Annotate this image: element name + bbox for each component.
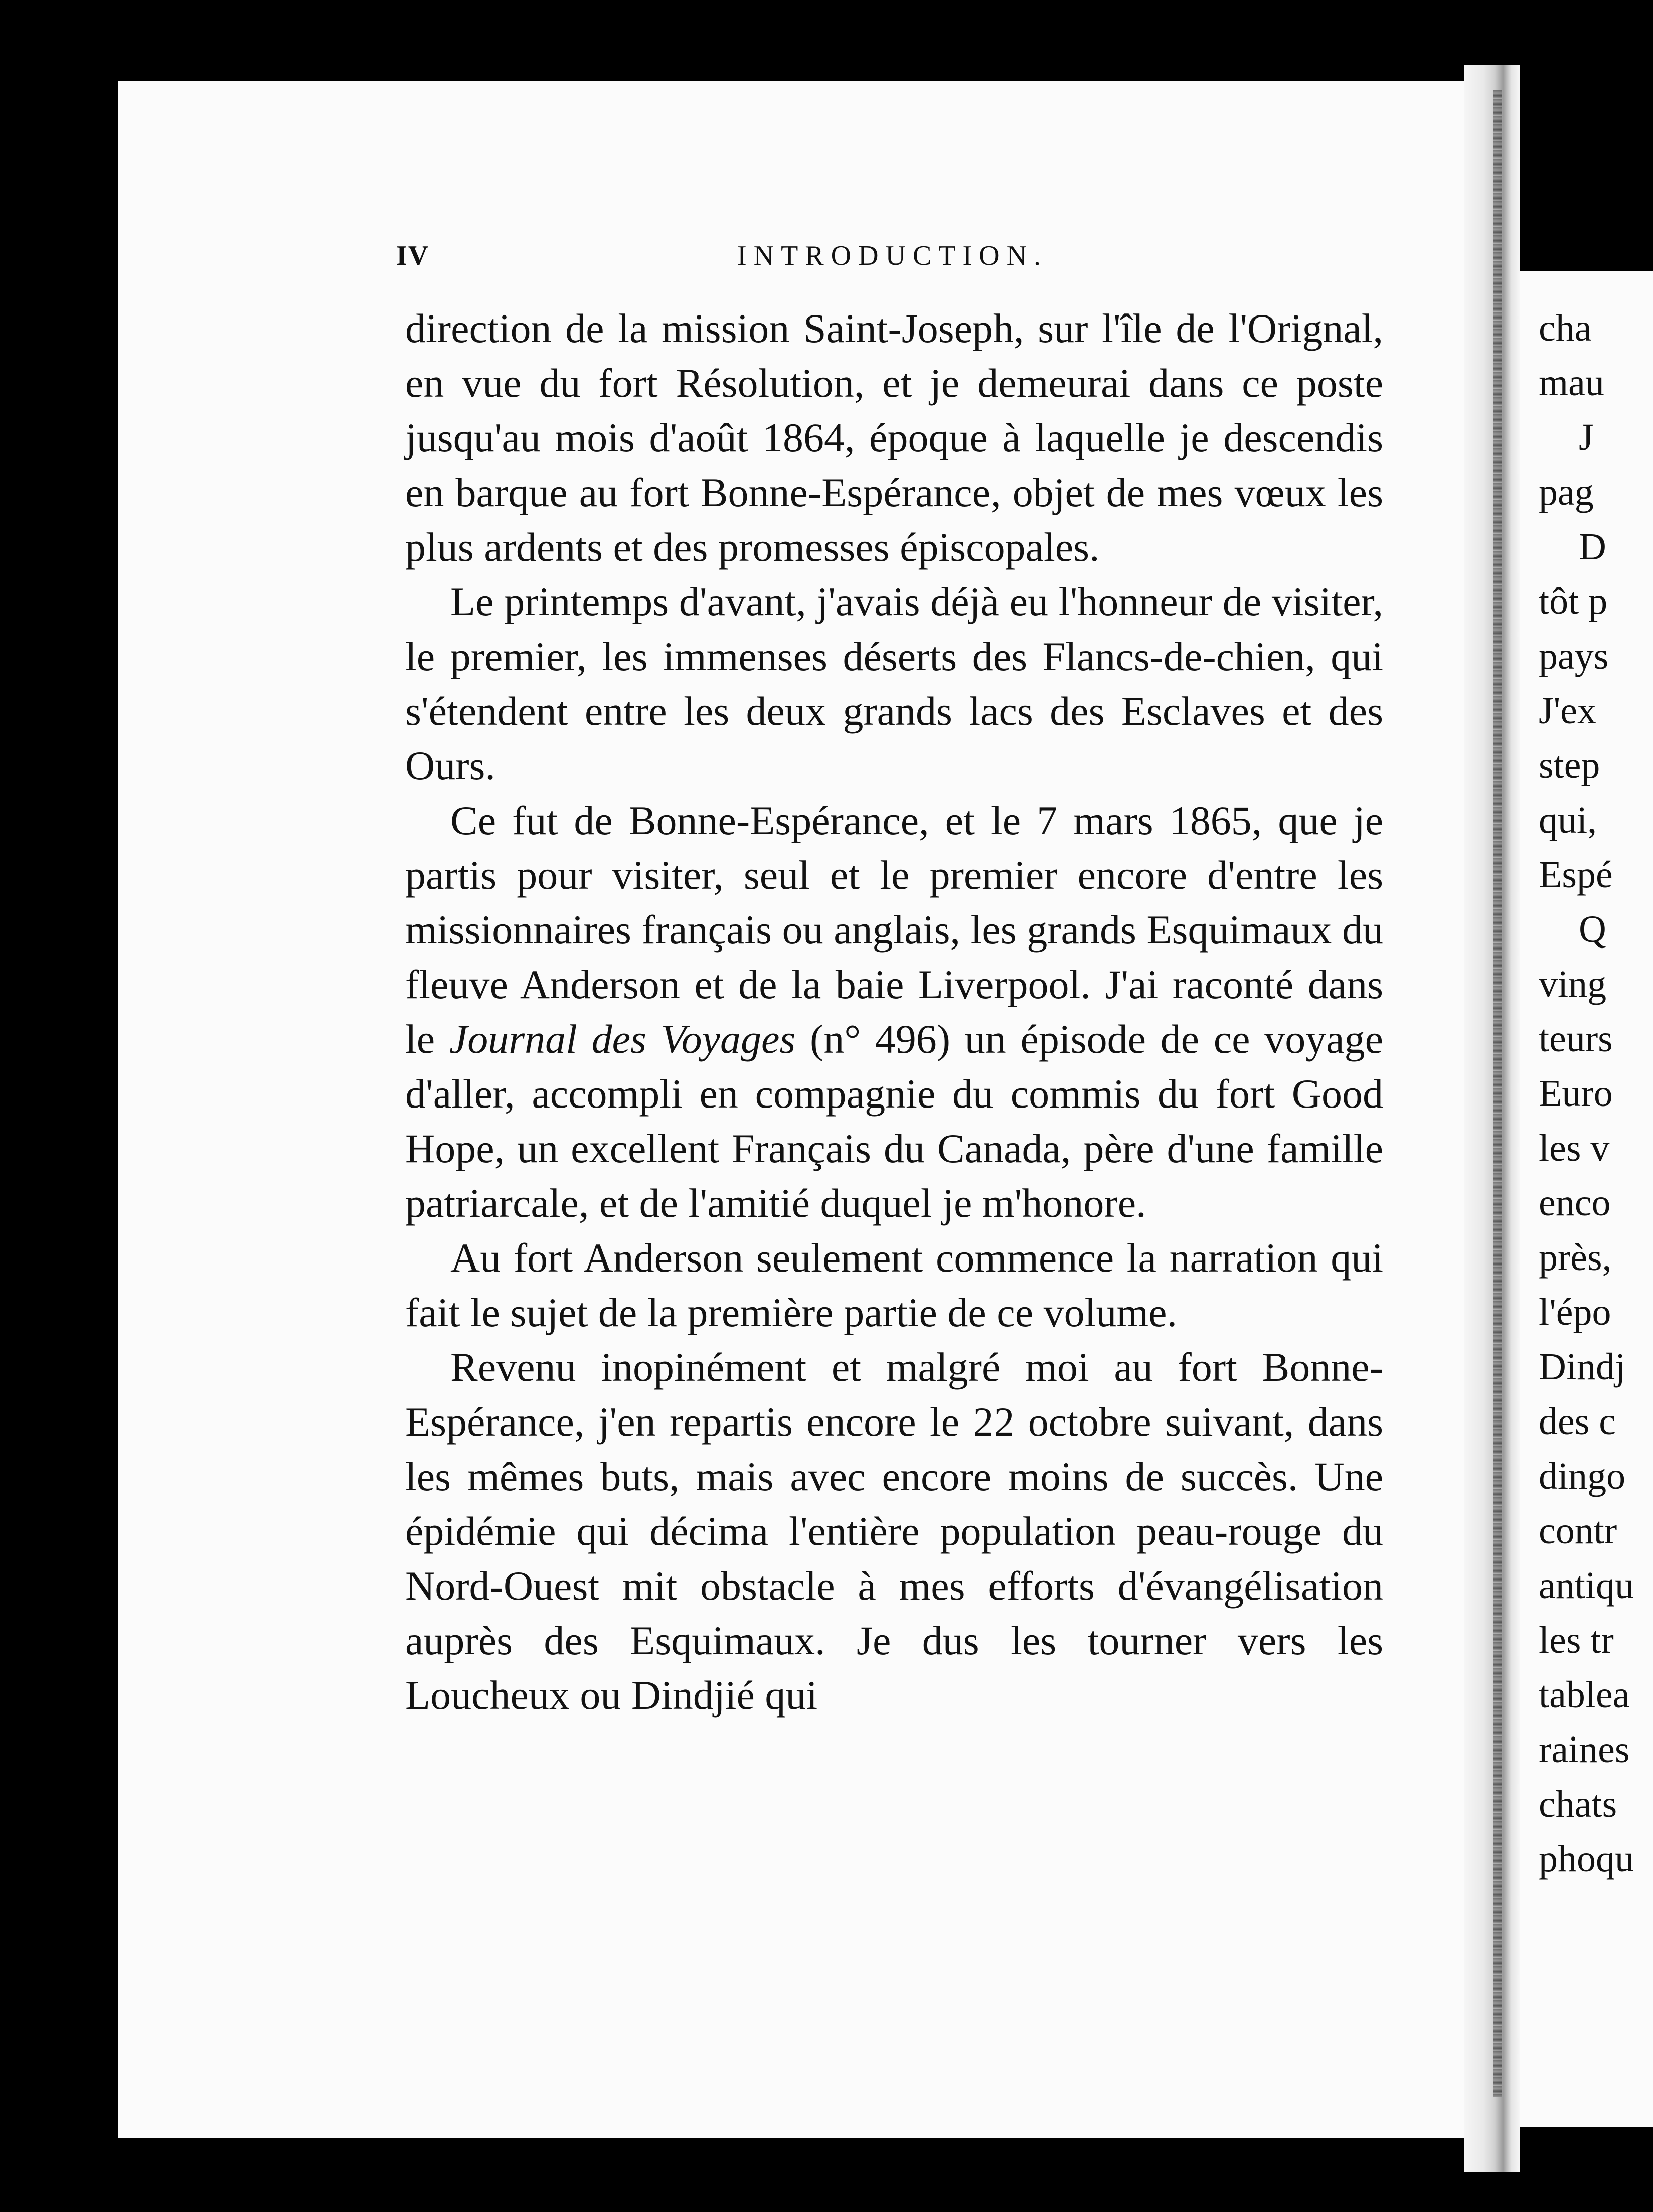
fragment-line: teurs: [1539, 1018, 1613, 1060]
fragment-line: step: [1539, 744, 1600, 786]
fragment-line: chats: [1539, 1783, 1617, 1825]
fragment-line: D: [1579, 526, 1606, 568]
spine-shadow: [1493, 90, 1502, 2097]
fragment-line: ving: [1539, 963, 1607, 1005]
fragment-line: tôt p: [1539, 580, 1608, 622]
fragment-line: J: [1579, 416, 1594, 458]
fragment-line: antiqu: [1539, 1564, 1634, 1607]
paragraph-5: Revenu inopinément et malgré moi au fort Bonne-Espérance, j'en repartis encore le 22 octobre suivant, dans les mêmes buts, mais avec encore moins de succès. Une épidémie qui décima l'entière population peau-rouge du Nord-Ouest mit obstacle à mes efforts d'évangélisation auprès des Esquimaux. Je dus les tourner vers les Loucheux ou Dindjié qui: [405, 1344, 1383, 1718]
journal-title: Journal des Voyages: [449, 1016, 796, 1062]
paragraph-1: direction de la mission Saint-Joseph, sur l'île de l'Orignal, en vue du fort Résolution, et je demeurai dans ce poste jusqu'au mois d'août 1864, époque à laquelle je descendis en barque au fort Bonne-Espérance, objet de mes vœux les plus ardents et des promesses épiscopales.: [405, 305, 1383, 570]
fragment-line: tablea: [1539, 1674, 1630, 1716]
fragment-line: près,: [1539, 1236, 1612, 1279]
fragment-line: Euro: [1539, 1072, 1613, 1115]
paragraph-3-text-a: Ce fut de Bonne-Espérance, et le 7 mars 1865, que je partis pour visiter, seul et le premier encore d'entre les missionnaires français ou anglais, les grands Esquimaux du fleuve Anderson et de la baie Liverpool. J'ai raconté dans le: [405, 798, 1383, 1062]
body-text: [405, 301, 1383, 1722]
paragraph-4: Au fort Anderson seulement commence la narration qui fait le sujet de la première partie de ce volume.: [405, 1235, 1383, 1335]
fragment-line: les v: [1539, 1127, 1610, 1169]
paragraph-3-text-b: (n° 496) un épisode de ce voyage d'aller, accompli en compagnie du commis du fort Good Hope, un excellent Français du Canada, père d'une famille patriarcale, et de l'amitié duquel je m'honore.: [405, 1016, 1383, 1226]
book-gutter: [1464, 65, 1520, 2172]
fragment-line: des c: [1539, 1400, 1616, 1443]
fragment-line: l'épo: [1539, 1291, 1611, 1333]
page-number: IV: [396, 240, 430, 271]
fragment-line: mau: [1539, 362, 1604, 404]
paragraph-2: Le printemps d'avant, j'avais déjà eu l'honneur de visiter, le premier, les immenses déserts des Flancs-de-chien, qui s'étendent entre les deux grands lacs des Esclaves et des Ours.: [405, 579, 1383, 788]
fragment-line: cha: [1539, 307, 1592, 349]
fragment-line: les tr: [1539, 1619, 1614, 1661]
fragment-line: Dindj: [1539, 1346, 1626, 1388]
fragment-line: phoqu: [1539, 1838, 1634, 1880]
paragraph-3: [405, 793, 1383, 1230]
fragment-line: pays: [1539, 635, 1609, 677]
fragment-line: raines: [1539, 1728, 1630, 1771]
fragment-line: pag: [1539, 471, 1594, 513]
fragment-line: contr: [1539, 1510, 1617, 1552]
fragment-line: dingo: [1539, 1455, 1626, 1497]
fragment-line: J'ex: [1539, 690, 1597, 732]
fragment-line: qui,: [1539, 799, 1597, 841]
fragment-line: enco: [1539, 1182, 1611, 1224]
fragment-line: Q: [1579, 908, 1606, 951]
next-page-text-fragments: [1539, 301, 1653, 1886]
fragment-line: Espé: [1539, 854, 1613, 896]
running-title: INTRODUCTION.: [737, 240, 1048, 271]
